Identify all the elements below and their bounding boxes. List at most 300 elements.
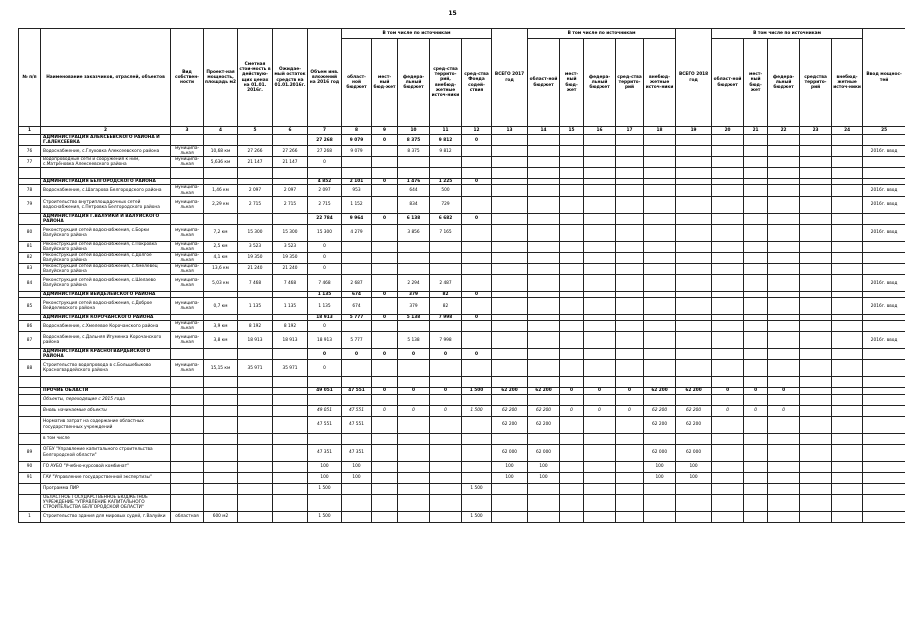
table-cell: 2016г. ввод xyxy=(863,298,905,315)
table-cell: 62 000 xyxy=(644,444,676,461)
table-cell xyxy=(616,213,644,224)
table-cell xyxy=(863,377,905,388)
table-cell xyxy=(712,135,744,146)
table-cell xyxy=(560,263,584,274)
table-cell xyxy=(342,241,372,252)
table-cell xyxy=(171,394,204,405)
table-cell xyxy=(528,349,560,360)
table-cell xyxy=(863,472,905,483)
table-cell xyxy=(398,511,430,522)
table-cell xyxy=(744,472,768,483)
table-cell xyxy=(744,360,768,377)
table-cell xyxy=(768,511,800,522)
table-cell xyxy=(832,349,863,360)
table-row xyxy=(19,146,905,157)
table-cell xyxy=(863,416,905,433)
table-cell xyxy=(528,213,560,224)
table-cell xyxy=(644,213,676,224)
table-cell: 49 051 xyxy=(308,388,342,394)
table-cell: 35 971 xyxy=(273,360,308,377)
table-cell xyxy=(616,472,644,483)
table-cell xyxy=(863,433,905,444)
table-cell xyxy=(171,444,204,461)
header-offbudget-2017: внебюд-жетные источ-ники xyxy=(644,39,676,127)
table-cell xyxy=(863,461,905,472)
table-cell xyxy=(832,196,863,213)
table-cell xyxy=(204,213,238,224)
table-cell xyxy=(204,433,238,444)
table-cell xyxy=(800,461,832,472)
table-cell: 47 351 xyxy=(342,444,372,461)
table-cell: 2016г. ввод xyxy=(863,332,905,349)
table-cell: 1 500 xyxy=(462,483,492,494)
table-cell xyxy=(800,213,832,224)
table-cell: 18 913 xyxy=(238,332,273,349)
header-estimate: Сметная стои-мость в действую-щих ценах на 01.01. 2016г. xyxy=(238,29,273,127)
row-number: 77 xyxy=(19,157,41,168)
table-cell xyxy=(863,405,905,416)
table-cell xyxy=(273,461,308,472)
row-number: 1 xyxy=(19,511,41,522)
table-cell xyxy=(462,224,492,241)
table-cell: 729 xyxy=(430,196,462,213)
table-cell xyxy=(560,394,584,405)
table-cell xyxy=(616,298,644,315)
table-cell xyxy=(273,213,308,224)
table-cell xyxy=(273,135,308,146)
table-cell xyxy=(584,444,616,461)
row-number: 86 xyxy=(19,321,41,332)
table-cell xyxy=(616,168,644,179)
table-cell xyxy=(768,252,800,263)
table-cell xyxy=(768,213,800,224)
table-cell xyxy=(800,332,832,349)
header-num: № п/п xyxy=(19,29,41,127)
table-cell xyxy=(462,185,492,196)
table-cell: 0 xyxy=(372,349,398,360)
table-cell: 600 м2 xyxy=(204,511,238,522)
table-cell xyxy=(744,157,768,168)
header-territory-2018: средства террито-рий xyxy=(800,39,832,127)
table-cell xyxy=(204,394,238,405)
table-cell: 0 xyxy=(462,292,492,298)
table-cell xyxy=(273,416,308,433)
table-cell xyxy=(832,157,863,168)
table-cell xyxy=(768,433,800,444)
table-cell: 0 xyxy=(462,179,492,185)
table-cell: 7 998 xyxy=(430,332,462,349)
table-cell xyxy=(372,444,398,461)
table-cell xyxy=(744,168,768,179)
row-number: 83 xyxy=(19,263,41,274)
table-cell: 1 135 xyxy=(238,298,273,315)
table-cell: 6 682 xyxy=(430,213,462,224)
row-number xyxy=(19,377,41,388)
table-cell xyxy=(492,213,528,224)
table-cell xyxy=(744,241,768,252)
table-cell xyxy=(273,483,308,494)
row-number xyxy=(19,433,41,444)
table-cell: 0 xyxy=(372,135,398,146)
table-cell xyxy=(768,168,800,179)
table-cell xyxy=(644,394,676,405)
table-cell: 953 xyxy=(342,185,372,196)
table-cell: 0 xyxy=(584,405,616,416)
table-cell: 100 xyxy=(676,461,712,472)
table-cell xyxy=(372,377,398,388)
table-cell xyxy=(712,168,744,179)
table-cell: 8 375 xyxy=(398,146,430,157)
table-cell xyxy=(744,321,768,332)
header-fund-2016: сред-ства Фонда содей-ствия xyxy=(462,39,492,127)
table-row xyxy=(19,213,905,224)
table-cell xyxy=(462,168,492,179)
table-cell xyxy=(528,483,560,494)
table-cell xyxy=(528,263,560,274)
table-cell xyxy=(372,433,398,444)
table-cell xyxy=(616,146,644,157)
table-cell xyxy=(273,168,308,179)
header-commission: Ввод мощнос-тей xyxy=(863,29,905,127)
table-cell xyxy=(676,483,712,494)
table-cell: 1 152 xyxy=(342,196,372,213)
table-cell: 0 xyxy=(308,349,342,360)
table-row xyxy=(19,252,905,263)
table-cell xyxy=(171,494,204,511)
table-cell xyxy=(800,494,832,511)
table-cell xyxy=(372,224,398,241)
table-cell xyxy=(238,511,273,522)
table-row xyxy=(19,444,905,461)
table-cell: 9 079 xyxy=(342,135,372,146)
table-cell xyxy=(712,321,744,332)
table-cell: 0 xyxy=(372,315,398,321)
table-cell xyxy=(768,483,800,494)
table-cell xyxy=(768,298,800,315)
table-cell xyxy=(712,511,744,522)
table-cell xyxy=(238,444,273,461)
table-cell xyxy=(238,494,273,511)
table-cell: 0 xyxy=(616,405,644,416)
column-number: 17 xyxy=(616,127,644,135)
table-cell xyxy=(584,252,616,263)
table-cell: 5 777 xyxy=(342,332,372,349)
table-cell xyxy=(273,433,308,444)
table-cell: 0 xyxy=(398,349,430,360)
table-cell xyxy=(238,405,273,416)
table-cell: 0 xyxy=(308,263,342,274)
table-cell xyxy=(712,472,744,483)
table-cell xyxy=(204,483,238,494)
investment-table xyxy=(18,28,905,523)
table-cell xyxy=(528,241,560,252)
table-cell xyxy=(800,298,832,315)
table-cell: 100 xyxy=(308,461,342,472)
table-cell xyxy=(712,433,744,444)
table-cell xyxy=(462,196,492,213)
table-cell xyxy=(273,444,308,461)
table-cell: 1 135 xyxy=(308,298,342,315)
table-row xyxy=(19,224,905,241)
table-cell xyxy=(768,157,800,168)
table-cell: 0 xyxy=(342,349,372,360)
table-cell xyxy=(644,241,676,252)
table-cell xyxy=(863,252,905,263)
table-cell xyxy=(584,224,616,241)
table-cell xyxy=(560,185,584,196)
table-cell xyxy=(712,444,744,461)
table-cell: 21 147 xyxy=(273,157,308,168)
table-cell: 0 xyxy=(768,405,800,416)
table-cell xyxy=(768,146,800,157)
table-cell xyxy=(644,135,676,146)
table-cell xyxy=(430,444,462,461)
table-cell xyxy=(584,511,616,522)
table-cell xyxy=(398,377,430,388)
table-cell xyxy=(676,263,712,274)
table-cell: 62 200 xyxy=(492,388,528,394)
table-cell xyxy=(744,298,768,315)
table-cell xyxy=(342,433,372,444)
table-cell: 27 268 xyxy=(308,135,342,146)
table-cell xyxy=(560,168,584,179)
table-cell xyxy=(528,494,560,511)
table-cell xyxy=(430,360,462,377)
table-cell: 0 xyxy=(372,405,398,416)
table-cell xyxy=(644,349,676,360)
table-row xyxy=(19,196,905,213)
table-cell xyxy=(712,416,744,433)
column-number: 10 xyxy=(398,127,430,135)
table-cell xyxy=(492,196,528,213)
table-cell: 2 097 xyxy=(238,185,273,196)
table-cell: 15,15 км xyxy=(204,360,238,377)
table-row xyxy=(19,394,905,405)
object-name: АДМИНИСТРАЦИЯ КРАСНОГВАРДЕЙСКОГО РАЙОНА xyxy=(41,349,171,360)
table-cell: 0 xyxy=(744,405,768,416)
table-cell xyxy=(342,252,372,263)
table-cell xyxy=(744,224,768,241)
column-number: 2 xyxy=(41,127,171,135)
table-cell xyxy=(832,263,863,274)
table-cell: 62 200 xyxy=(676,405,712,416)
table-cell xyxy=(832,394,863,405)
object-name: Водоснабжение, с.Хмелевое Корочанского района xyxy=(41,321,171,332)
table-cell: 0 xyxy=(308,360,342,377)
table-cell xyxy=(712,241,744,252)
table-cell: 7 998 xyxy=(430,315,462,321)
header-volume-2016: Объем инв. вложений на 2016 год xyxy=(308,29,342,127)
table-cell xyxy=(238,377,273,388)
table-row xyxy=(19,275,905,292)
table-cell xyxy=(528,275,560,292)
table-cell: 62 000 xyxy=(492,444,528,461)
table-cell: муниципа-льная xyxy=(171,196,204,213)
table-cell xyxy=(800,511,832,522)
table-cell: 62 200 xyxy=(676,416,712,433)
table-cell: 4 852 xyxy=(308,179,342,185)
table-cell xyxy=(204,416,238,433)
table-cell xyxy=(712,157,744,168)
table-cell xyxy=(462,321,492,332)
table-cell xyxy=(832,252,863,263)
table-cell xyxy=(644,185,676,196)
header-kind: Вид собствен-ности xyxy=(171,29,204,127)
table-cell xyxy=(372,511,398,522)
table-cell xyxy=(584,394,616,405)
table-cell: 1 225 xyxy=(430,179,462,185)
table-cell: 47 551 xyxy=(308,416,342,433)
table-cell xyxy=(800,483,832,494)
table-cell: 0 xyxy=(372,179,398,185)
table-cell xyxy=(372,461,398,472)
table-cell xyxy=(800,444,832,461)
table-cell xyxy=(863,511,905,522)
table-cell: 47 551 xyxy=(342,388,372,394)
table-cell xyxy=(430,377,462,388)
table-cell xyxy=(560,377,584,388)
table-cell xyxy=(744,146,768,157)
table-cell xyxy=(584,416,616,433)
table-cell xyxy=(832,298,863,315)
table-cell xyxy=(462,360,492,377)
table-cell xyxy=(768,377,800,388)
table-cell xyxy=(863,157,905,168)
table-cell xyxy=(492,168,528,179)
table-cell xyxy=(430,472,462,483)
table-cell xyxy=(832,135,863,146)
table-cell: 0 xyxy=(584,388,616,394)
table-cell xyxy=(238,433,273,444)
table-row xyxy=(19,168,905,179)
table-cell xyxy=(644,494,676,511)
table-cell xyxy=(712,483,744,494)
table-cell xyxy=(560,483,584,494)
table-cell xyxy=(676,298,712,315)
table-cell xyxy=(800,472,832,483)
row-number xyxy=(19,135,41,146)
header-local-2016: мест-ный бюд-жет xyxy=(372,39,398,127)
table-cell xyxy=(492,185,528,196)
table-cell: 2 487 xyxy=(430,275,462,292)
table-cell xyxy=(342,157,372,168)
table-cell: 7 468 xyxy=(238,275,273,292)
table-cell xyxy=(398,394,430,405)
table-cell xyxy=(528,196,560,213)
table-cell xyxy=(560,472,584,483)
table-cell xyxy=(712,146,744,157)
table-cell xyxy=(768,494,800,511)
header-incl-sources-2018: В том числе по источникам xyxy=(712,29,863,39)
header-local-2017: мест-ный бюд-жет xyxy=(560,39,584,127)
table-cell: 2016г. ввод xyxy=(863,146,905,157)
table-cell xyxy=(712,196,744,213)
row-number xyxy=(19,483,41,494)
table-cell xyxy=(616,494,644,511)
table-cell xyxy=(492,433,528,444)
table-cell xyxy=(528,360,560,377)
table-cell xyxy=(398,360,430,377)
table-cell xyxy=(768,444,800,461)
table-cell xyxy=(616,444,644,461)
table-cell xyxy=(430,483,462,494)
table-cell xyxy=(238,394,273,405)
table-cell xyxy=(528,394,560,405)
table-cell xyxy=(528,252,560,263)
table-row xyxy=(19,511,905,522)
table-cell xyxy=(863,360,905,377)
column-number: 4 xyxy=(204,127,238,135)
table-cell: 5,636 км xyxy=(204,157,238,168)
table-cell: 62 200 xyxy=(528,416,560,433)
table-cell xyxy=(768,461,800,472)
table-cell xyxy=(800,146,832,157)
header-local-2018: мест-ный бюд-жет xyxy=(744,39,768,127)
table-cell: 0 xyxy=(616,388,644,394)
table-cell: 62 200 xyxy=(644,416,676,433)
column-number: 13 xyxy=(492,127,528,135)
table-cell xyxy=(372,483,398,494)
column-number: 14 xyxy=(528,127,560,135)
table-cell: муниципа-льная xyxy=(171,252,204,263)
table-cell: 0,7 км xyxy=(204,298,238,315)
table-cell xyxy=(584,168,616,179)
column-number: 9 xyxy=(372,127,398,135)
table-cell xyxy=(616,224,644,241)
table-cell xyxy=(462,275,492,292)
table-cell: 0 xyxy=(560,388,584,394)
column-number: 3 xyxy=(171,127,204,135)
table-cell xyxy=(342,483,372,494)
table-cell xyxy=(462,494,492,511)
table-cell: 62 200 xyxy=(492,416,528,433)
page-number: 15 xyxy=(448,10,457,17)
table-cell xyxy=(863,263,905,274)
table-cell xyxy=(528,377,560,388)
table-cell xyxy=(560,461,584,472)
table-cell xyxy=(768,332,800,349)
table-cell xyxy=(584,275,616,292)
table-cell xyxy=(584,185,616,196)
table-cell xyxy=(430,461,462,472)
table-cell xyxy=(528,511,560,522)
table-cell xyxy=(492,157,528,168)
table-cell: муниципа-льная xyxy=(171,224,204,241)
table-cell xyxy=(863,135,905,146)
table-cell xyxy=(171,472,204,483)
table-cell xyxy=(744,185,768,196)
table-cell: 15 300 xyxy=(238,224,273,241)
table-cell xyxy=(768,224,800,241)
table-cell xyxy=(712,360,744,377)
table-cell xyxy=(832,224,863,241)
table-cell xyxy=(273,394,308,405)
table-cell xyxy=(398,472,430,483)
table-cell xyxy=(560,196,584,213)
table-cell: 0 xyxy=(308,252,342,263)
table-cell xyxy=(492,252,528,263)
table-cell xyxy=(171,433,204,444)
table-cell xyxy=(398,483,430,494)
table-cell xyxy=(492,511,528,522)
table-row xyxy=(19,321,905,332)
table-cell xyxy=(204,494,238,511)
table-cell: муниципа-льная xyxy=(171,241,204,252)
table-cell xyxy=(832,146,863,157)
table-cell xyxy=(712,224,744,241)
table-cell xyxy=(644,263,676,274)
table-cell: 18 913 xyxy=(308,315,342,321)
